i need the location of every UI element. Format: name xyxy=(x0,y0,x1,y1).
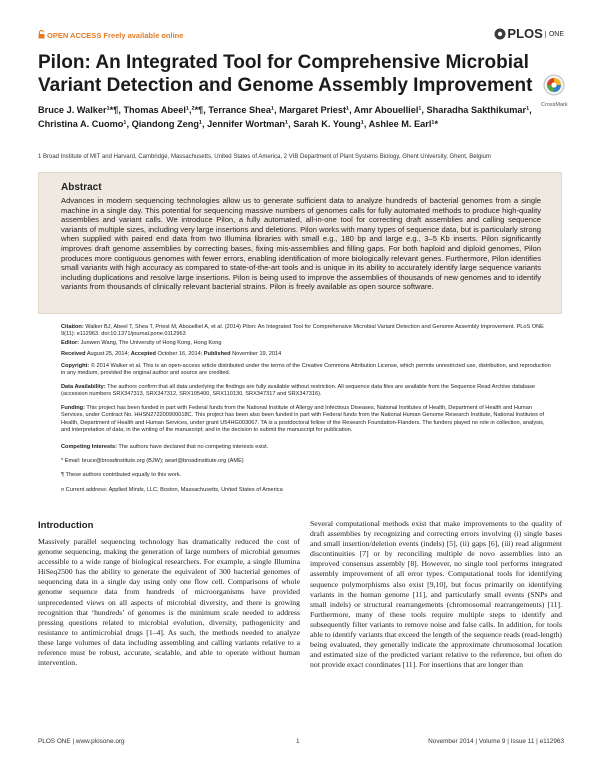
copyright-line: Copyright: © 2014 Walker et al. This is an open-access article distributed under the terms of the Creative Commons Attribution License, which permits unrestricted use, distribution, and reproduction in any medium, provided the original author and source are credited. xyxy=(61,363,551,377)
data-availability-line: Data Availability: The authors confirm that all data underlying the findings are fully available without restriction. All sequence data files are available from the Sequence Read Archive database (accession numbers SRX347313, SRX347312, SRX105400, SRX110130, SRX347317 and SRX347316). xyxy=(61,384,535,398)
footer-issue-info: November 2014 | Volume 9 | Issue 11 | e112963 xyxy=(428,738,564,745)
introduction-right-column: Several computational methods exist that make improvements to the quality of draft assemblies by recognizing and correcting errors involving (i) single bases and small insertion/deletion events (indels) [5], (ii) gaps [6], (iii) read alignment discontinuities [7] or by reconciling multiple de novo assemblies into an improved consensus assembly [8]. However, no single tool performs integrated assembly improvement of all error types. Computational tools for identifying sequence polymorphisms also exist [9,10], but focus primarily on identifying variants in the human genome [11], and particularly small events (SNPs and small indels) or structural rearrangements (chromosomal rearrangements) [11]. Furthermore, many of these tools require multiple steps to identify and subsequently filter variants to remove noise and false calls. In addition, for tools able to identify variants that exceed the length of the sequence reads (read-length) being evaluated, they generally indicate the approximate chromosomal location and estimated size of the predicted variant relative to the reference, but often do not provide exact coordinates [11]. For insertions that are longer than xyxy=(310,519,562,670)
author-list: Bruce J. Walker¹*¶, Thomas Abeel¹,²*¶, Terrance Shea¹, Margaret Priest¹, Amr Abouelliel¹, Sharadha Sakthikumar¹, Christina A. Cuomo¹, Qiandong Zeng¹, Jennifer Wortman¹, Sarah K. Young¹, Ashlee M. Earl¹* xyxy=(38,105,532,129)
introduction-left-column: Massively parallel sequencing technology has dramatically reduced the cost of genome sequencing, making the generation of large numbers of microbial genomes accessible to a wide range of biological researchers. For example, a single Illumina HiSeq2500 has the ability to generate the equivalent of 300 bacterial genomes of sequencing data in a single day using only one flow cell. Comparisons of whole genome sequence data from hundreds of microorganisms have provided unprecedented views on all aspects of microbial diversity, and there is growing recognition that ‘hundreds’ of genomes is the minimum scale needed to address pressing questions related to microbial evolution, diversity, pathogenicity and resistance to antimicrobial drugs [1–4]. As such, the methods needed to analyze these large volumes of data including assembling and calling variants relative to a reference must be robust, accurate, scalable, and able to operate without human intervention. xyxy=(38,537,300,668)
crossmark-icon xyxy=(543,74,565,96)
plos-one-logo: PLOS ONE xyxy=(494,26,564,41)
current-address-line: ¤ Current address: Applied Minds, LLC, Boston, Massachusetts, United States of America xyxy=(61,487,283,493)
article-title: Pilon: An Integrated Tool for Comprehensive Microbial Variant Detection and Genome Assembly Improvement xyxy=(38,52,533,96)
email-line: * Email: bruce@broadinstitute.org (BJW); aearl@broadinstitute.org (AME) xyxy=(61,458,244,464)
dates-line: Received August 25, 2014; Accepted October 16, 2014; Published November 19, 2014 xyxy=(61,351,282,357)
citation-line: Citation: Walker BJ, Abeel T, Shea T, Priest M, Abouelliel A, et al. (2014) Pilon: An Integrated Tool for Comprehensive Microbial Variant Detection and Genome Assembly Improvement. PLoS ONE 9(11): e112963. doi:10.1371/journal.pone.0112963 xyxy=(61,324,544,338)
affiliations: 1 Broad Institute of MIT and Harvard, Cambridge, Massachusetts, United States of America, 2 VIB Department of Plant Systems Biology, Ghent University, Ghent, Belgium xyxy=(38,154,491,160)
competing-interests-line: Competing Interests: The authors have declared that no competing interests exist. xyxy=(61,444,269,450)
equal-contribution-line: ¶ These authors contributed equally to this work. xyxy=(61,472,182,478)
open-access-label: OPEN ACCESS Freely available online xyxy=(38,30,183,40)
open-access-lock-icon xyxy=(38,30,45,39)
footer-page-number: 1 xyxy=(296,738,300,745)
abstract-heading: Abstract xyxy=(61,182,102,193)
journal-header xyxy=(38,26,564,46)
crossmark-label: CrossMark xyxy=(541,102,568,108)
funding-line: Funding: This project has been funded in part with Federal funds from the National Institute of Allergy and Infectious Diseases, National Institutes of Health, Department of Health and Human Services, under Contract No. HHSN272200900018C. This project has been also been funded in part with Federal funds from the National Human Genome Research Institute, National Institutes of Health, Department of Health and Human Services, under grant U54HG003067. TA is a postdoctoral fellow of the Research Foundation-Flanders. The funders played no role in collection, analysis, and interpretation of data; in the writing of the manuscript; and in the decision to submit the manuscript for publication. xyxy=(61,405,545,434)
page-footer xyxy=(38,738,564,750)
plos-logo-icon xyxy=(494,28,506,40)
editor-line: Editor: Junwen Wang, The University of Hong Kong, Hong Kong xyxy=(61,340,222,346)
abstract-text: Advances in modern sequencing technologies allow us to generate sufficient data to analyze hundreds of bacterial genomes from a single machine in a single day. This potential for sequencing massive numbers of genomes calls for fully automated methods to produce high-quality assemblies and variant calls. We introduce Pilon, a fully automated, all-in-one tool for correcting draft assemblies and calling sequence variants of multiple sizes, including very large insertions and deletions. Pilon works with many types of sequence data, but is particularly strong when supplied with paired end data from two Illumina libraries with small e.g., 180 bp and large e.g., 3–5 Kb inserts. Pilon significantly improves draft genome assemblies by correcting bases, fixing mis-assemblies and filling gaps. For both haploid and diploid genomes, Pilon produces more contiguous genomes with fewer errors, enabling identification of more biologically relevant genes. Furthermore, Pilon identifies small variants with high accuracy as compared to state-of-the-art tools and is unique in its ability to accurately identify large sequence variants including duplications and resolve large insertions. Pilon is being used to improve the assemblies of thousands of new genomes and to identify variants from thousands of clinically relevant bacterial strains. Pilon is freely available as open source software. xyxy=(61,196,541,292)
introduction-heading: Introduction xyxy=(38,520,94,531)
footer-journal-url: PLOS ONE | www.plosone.org xyxy=(38,738,125,745)
